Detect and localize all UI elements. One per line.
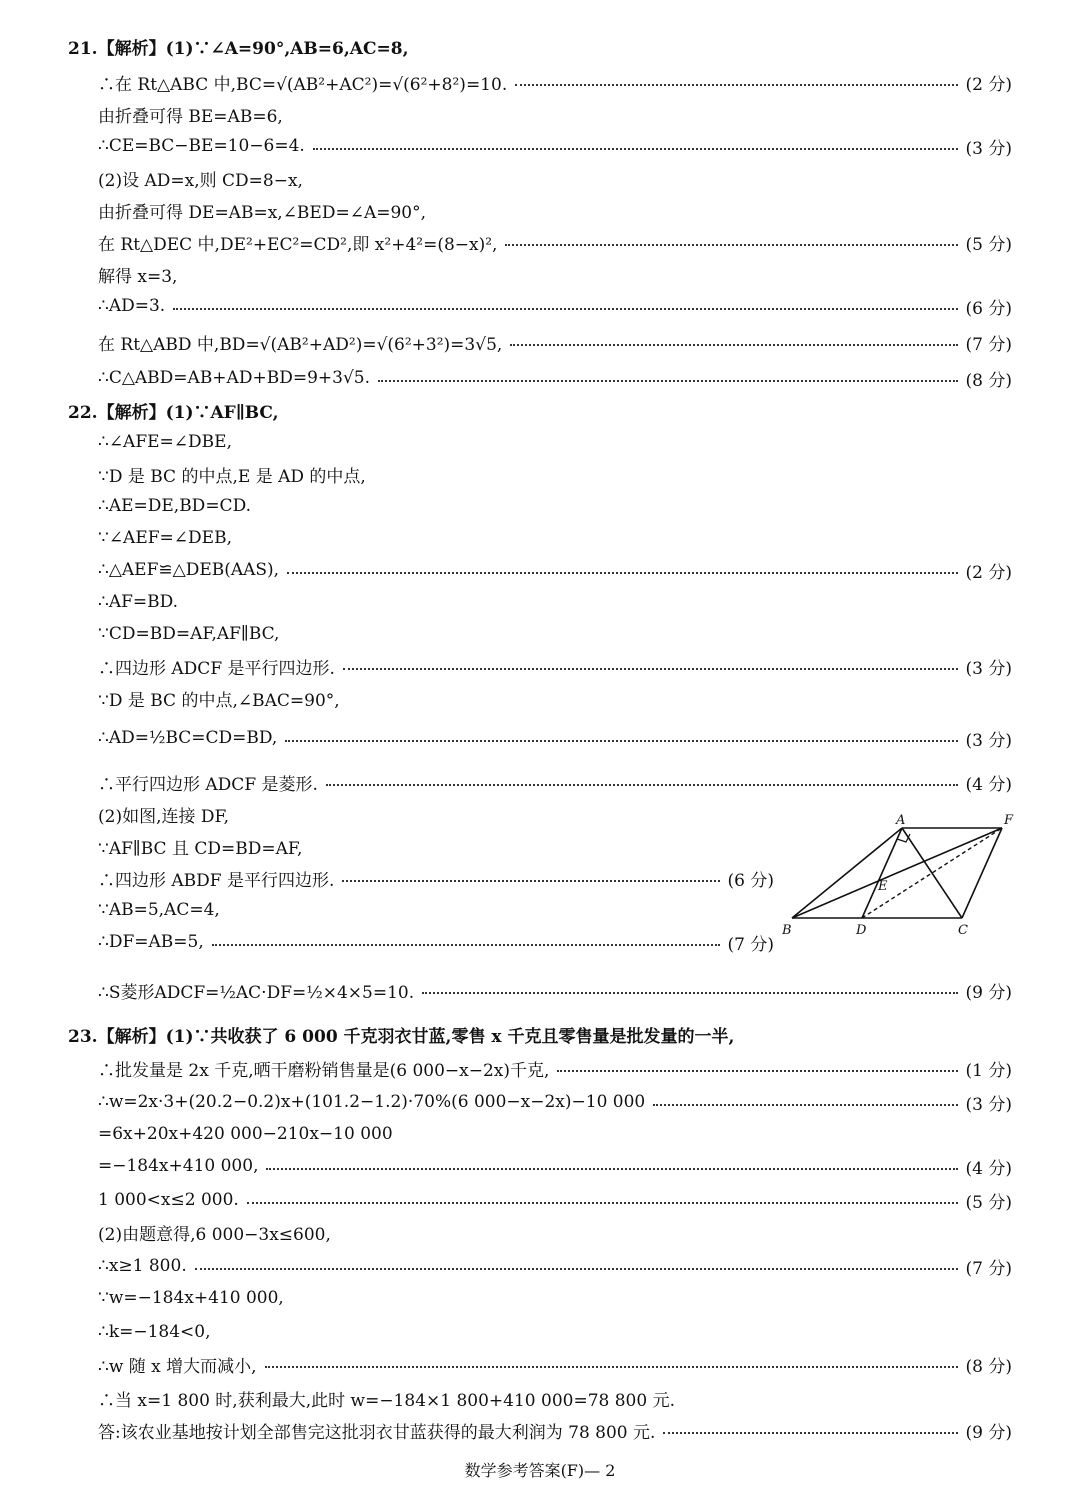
line-text: ∵∠AEF=∠DEB,	[98, 528, 232, 548]
score-points: (3 分)	[965, 138, 1012, 159]
solution-line	[98, 1414, 1012, 1446]
dot-leader	[247, 1202, 958, 1204]
line-text: =−184x+410 000,	[98, 1156, 259, 1176]
geometry-figure	[782, 812, 1018, 942]
solution-line	[98, 722, 1012, 754]
solution-line	[68, 30, 1012, 62]
label-e: E	[878, 879, 888, 894]
dot-leader	[287, 572, 957, 574]
solution-line	[98, 1118, 1012, 1150]
segment-bf	[792, 828, 1002, 918]
line-text: ∴四边形 ADCF 是平行四边形.	[98, 658, 335, 679]
score-points: (3 分)	[965, 658, 1012, 679]
score-points: (4 分)	[965, 774, 1012, 795]
solution-line	[68, 394, 1012, 426]
dot-leader	[663, 1432, 957, 1434]
solution-line	[98, 618, 1012, 650]
line-text: ∵CD=BD=AF,AF∥BC,	[98, 624, 280, 644]
solution-line	[98, 66, 1012, 98]
score-points: (7 分)	[965, 1258, 1012, 1279]
line-text: ∴AD=½BC=CD=BD,	[98, 728, 278, 748]
line-text: ∴CE=BC−BE=10−6=4.	[98, 136, 305, 156]
score-points: (4 分)	[965, 1158, 1012, 1179]
solution-line	[98, 1216, 1012, 1248]
solution-line	[98, 554, 1012, 586]
solution-line	[98, 926, 774, 958]
solution-line	[98, 682, 1012, 714]
solution-line	[98, 1052, 1012, 1084]
line-text: ∴AE=DE,BD=CD.	[98, 496, 251, 516]
solution-line	[98, 1282, 1012, 1314]
line-text: =6x+20x+420 000−210x−10 000	[98, 1124, 393, 1144]
dot-leader	[313, 148, 958, 150]
dot-leader	[510, 344, 957, 346]
solution-line	[98, 1250, 1012, 1282]
dot-leader	[653, 1104, 957, 1106]
label-f: F	[1004, 813, 1014, 828]
solution-line	[98, 1348, 1012, 1380]
line-text: ∴当 x=1 800 时,获利最大,此时 w=−184×1 800+410 000=78 800 元.	[98, 1390, 675, 1411]
line-text: 1 000<x≤2 000.	[98, 1190, 239, 1210]
solution-line	[98, 1086, 1012, 1118]
line-text: ∵w=−184x+410 000,	[98, 1288, 284, 1308]
segment-ba	[792, 828, 902, 918]
score-points: (2 分)	[965, 562, 1012, 583]
dot-leader	[212, 944, 720, 946]
line-text: ∴AD=3.	[98, 296, 166, 316]
line-text: 由折叠可得 DE=AB=x,∠BED=∠A=90°,	[98, 202, 427, 223]
score-points: (3 分)	[965, 1094, 1012, 1115]
line-text: 答:该农业基地按计划全部售完这批羽衣甘蓝获得的最大利润为 78 800 元.	[98, 1422, 656, 1443]
solution-line	[98, 1150, 1012, 1182]
line-text: ∴AF=BD.	[98, 592, 179, 612]
solution-line	[98, 98, 1012, 130]
solution-line	[98, 226, 1012, 258]
solution-line	[98, 862, 774, 894]
solution-line	[98, 362, 1012, 394]
solution-line	[98, 586, 1012, 618]
label-b: B	[782, 923, 792, 938]
segment-ac	[902, 828, 962, 918]
score-points: (5 分)	[965, 1192, 1012, 1213]
score-points: (9 分)	[965, 1422, 1012, 1443]
solution-line	[98, 194, 1012, 226]
score-points: (9 分)	[965, 982, 1012, 1003]
dot-leader	[285, 740, 957, 742]
score-points: (6 分)	[727, 870, 774, 891]
score-points: (8 分)	[965, 370, 1012, 391]
line-text: 21.【解析】(1)∵∠A=90°,AB=6,AC=8,	[68, 38, 409, 59]
score-points: (8 分)	[965, 1356, 1012, 1377]
score-points: (3 分)	[965, 730, 1012, 751]
line-text: 在 Rt△ABD 中,BD=√(AB²+AD²)=√(6²+3²)=3√5,	[98, 334, 503, 355]
page-footer: 数学参考答案(F)— 2	[464, 1461, 616, 1480]
dot-leader	[422, 992, 957, 994]
solution-line	[98, 162, 1012, 194]
dot-leader	[557, 1070, 957, 1072]
solution-line	[98, 130, 1012, 162]
line-text: ∴批发量是 2x 千克,晒干磨粉销售量是(6 000−x−2x)千克,	[98, 1060, 550, 1081]
dot-leader	[515, 84, 957, 86]
score-points: (6 分)	[965, 298, 1012, 319]
line-text: ∴∠AFE=∠DBE,	[98, 432, 232, 452]
line-text: 22.【解析】(1)∵AF∥BC,	[68, 402, 279, 423]
dot-leader	[343, 668, 958, 670]
line-text: ∴平行四边形 ADCF 是菱形.	[98, 774, 318, 795]
line-text: (2)由题意得,6 000−3x≤600,	[98, 1224, 331, 1245]
dot-leader	[173, 308, 957, 310]
line-text: ∴S菱形ADCF=½AC·DF=½×4×5=10.	[98, 982, 415, 1003]
line-text: 解得 x=3,	[98, 266, 178, 287]
dot-leader	[505, 244, 957, 246]
dot-leader	[342, 880, 719, 882]
score-points: (7 分)	[727, 934, 774, 955]
solution-line	[98, 974, 1012, 1006]
solution-line	[98, 490, 1012, 522]
dot-leader	[195, 1268, 958, 1270]
line-text: ∴四边形 ABDF 是平行四边形.	[98, 870, 335, 891]
score-points: (5 分)	[965, 234, 1012, 255]
line-text: ∴△AEF≌△DEB(AAS),	[98, 560, 280, 580]
line-text: ∴w=2x·3+(20.2−0.2)x+(101.2−1.2)·70%(6 000−x−2x)−10 000	[98, 1092, 646, 1112]
line-text: ∴x≥1 800.	[98, 1256, 187, 1276]
solution-line	[68, 1018, 1012, 1050]
line-text: ∴在 Rt△ABC 中,BC=√(AB²+AC²)=√(6²+8²)=10.	[98, 74, 508, 95]
solution-line	[98, 258, 1012, 290]
solution-line	[98, 766, 1012, 798]
solution-line	[98, 426, 1012, 458]
dot-leader	[326, 784, 958, 786]
solution-line	[98, 458, 1012, 490]
line-text: (2)设 AD=x,则 CD=8−x,	[98, 170, 303, 191]
solution-line	[98, 522, 1012, 554]
score-points: (2 分)	[965, 74, 1012, 95]
solution-line	[98, 326, 1012, 358]
solution-line	[98, 650, 1012, 682]
line-text: ∵D 是 BC 的中点,E 是 AD 的中点,	[98, 466, 366, 487]
line-text: ∴k=−184<0,	[98, 1322, 211, 1342]
line-text: ∵AF∥BC 且 CD=BD=AF,	[98, 838, 303, 859]
line-text: (2)如图,连接 DF,	[98, 806, 230, 827]
solution-line	[98, 1184, 1012, 1216]
line-text: 由折叠可得 BE=AB=6,	[98, 106, 283, 127]
dot-leader	[265, 1366, 958, 1368]
solution-line	[98, 1382, 1012, 1414]
dot-leader	[378, 380, 958, 382]
line-text: 在 Rt△DEC 中,DE²+EC²=CD²,即 x²+4²=(8−x)²,	[98, 234, 498, 255]
solution-line	[98, 290, 1012, 322]
score-points: (7 分)	[965, 334, 1012, 355]
label-d: D	[856, 923, 867, 938]
score-points: (1 分)	[965, 1060, 1012, 1081]
line-text: ∵D 是 BC 的中点,∠BAC=90°,	[98, 690, 340, 711]
rhombus-diagram	[782, 812, 1018, 942]
label-a: A	[896, 813, 906, 828]
solution-line	[98, 1316, 1012, 1348]
line-text: ∴w 随 x 增大而减小,	[98, 1356, 257, 1377]
line-text: ∵AB=5,AC=4,	[98, 900, 220, 920]
line-text: 23.【解析】(1)∵共收获了 6 000 千克羽衣甘蓝,零售 x 千克且零售量是批发量的一半,	[68, 1026, 735, 1047]
line-text: ∴C△ABD=AB+AD+BD=9+3√5.	[98, 368, 370, 388]
line-text: ∴DF=AB=5,	[98, 932, 204, 952]
dot-leader	[266, 1168, 957, 1170]
label-c: C	[958, 923, 968, 938]
